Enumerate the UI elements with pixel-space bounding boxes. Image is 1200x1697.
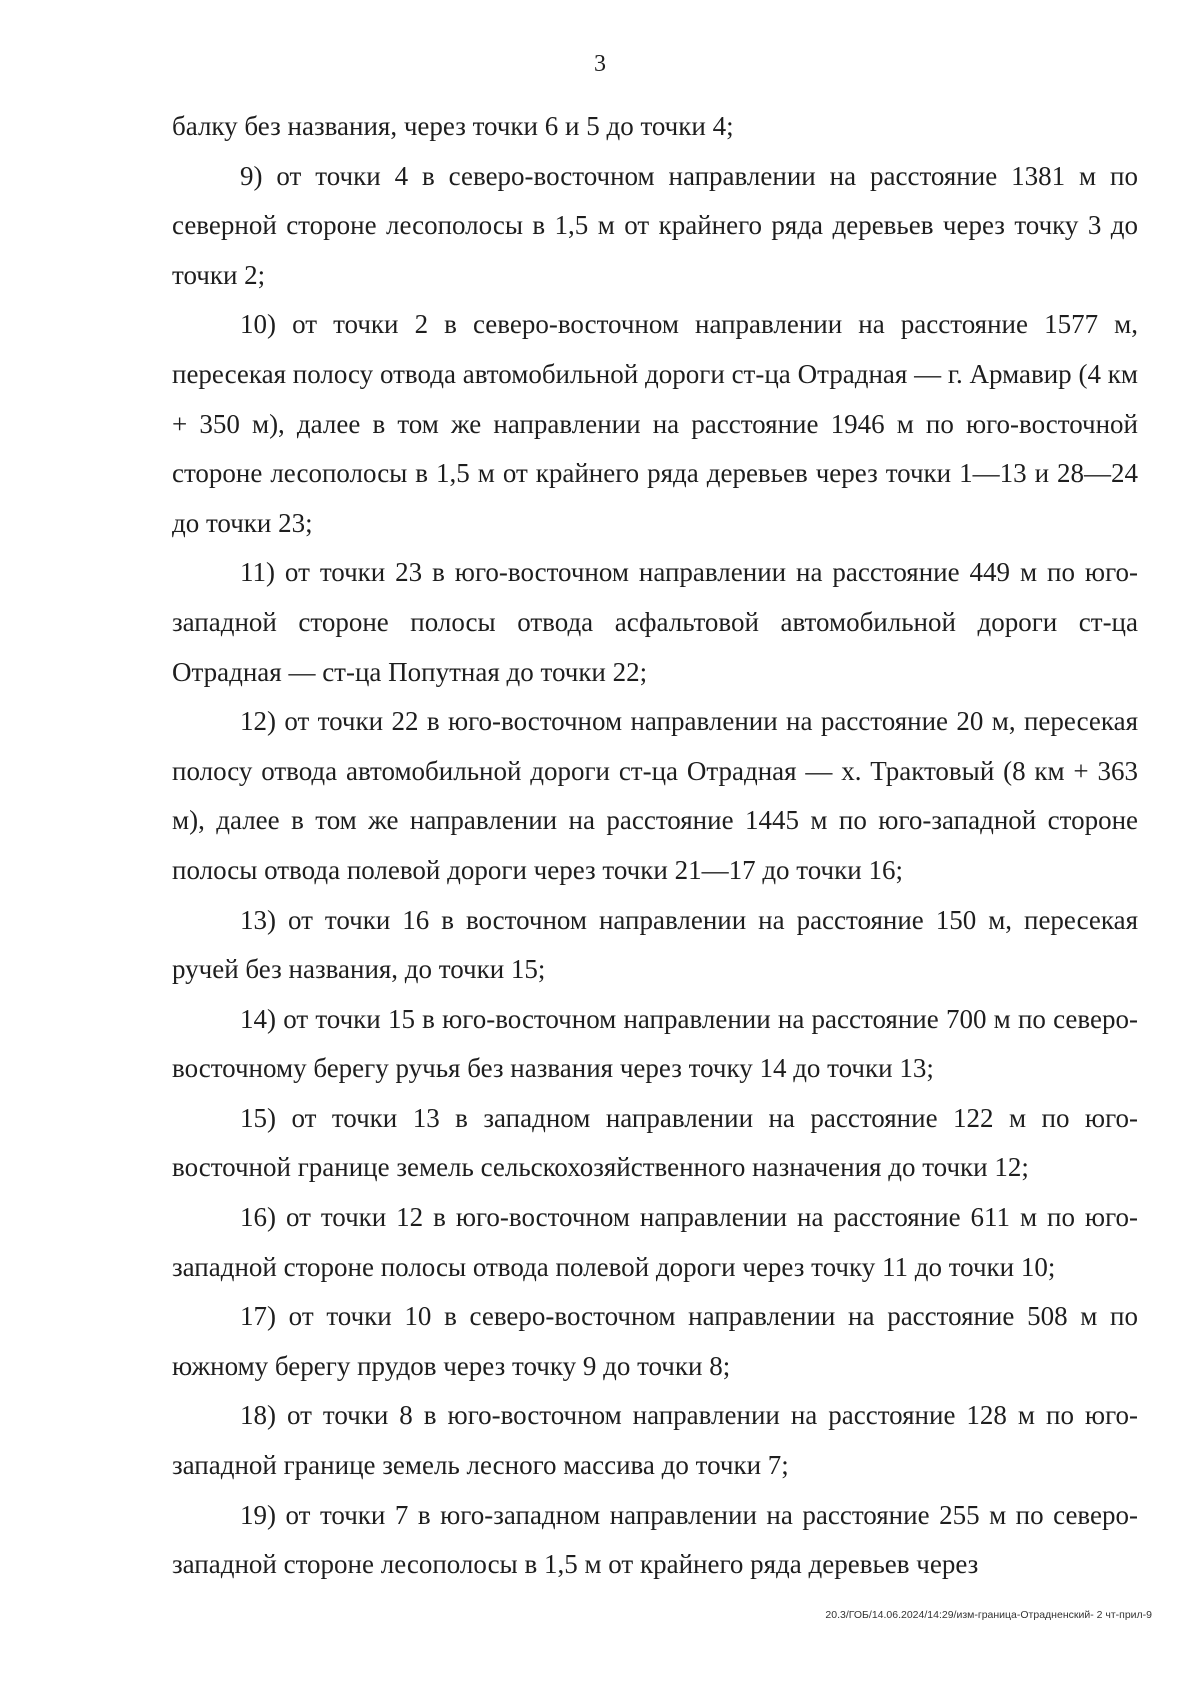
paragraph-item-13: 13) от точки 16 в восточном направлении на расстояние 150 м, пересекая ручей без названия, до точки 15; <box>172 904 1138 985</box>
paragraph-item-10: 10) от точки 2 в северо-восточном направлении на расстояние 1577 м, пересекая полосу отвода автомобильной дороги ст-ца Отрадная — г. Армавир (4 км + 350 м), далее в том же направлении на расстояние 1946 м по юго-восточной стороне лесополосы в 1,5 м от крайнего ряда деревьев через точки 1—13 и 28—24 до точки 23; <box>172 309 1138 538</box>
paragraph-item-12: 12) от точки 22 в юго-восточном направлении на расстояние 20 м, пересекая полосу отвода автомобильной дороги ст-ца Отрадная — х. Трактовый (8 км + 363 м), далее в том же направлении на расстояние 1445 м по юго-западной стороне полосы отвода полевой дороги через точки 21—17 до точки 16; <box>172 706 1138 885</box>
paragraph-continuation: балку без названия, через точки 6 и 5 до точки 4; <box>172 111 734 141</box>
paragraph-item-16: 16) от точки 12 в юго-восточном направлении на расстояние 611 м по юго-западной стороне полосы отвода полевой дороги через точку 11 до точки 10; <box>172 1202 1138 1282</box>
document-body <box>172 102 1138 1590</box>
paragraph-item-17: 17) от точки 10 в северо-восточном направлении на расстояние 508 м по южному берегу прудов через точку 9 до точки 8; <box>172 1301 1138 1381</box>
paragraph-item-15: 15) от точки 13 в западном направлении на расстояние 122 м по юго-восточной границе земель сельскохозяйственного назначения до точки 12; <box>172 1102 1138 1183</box>
paragraph-item-14: 14) от точки 15 в юго-восточном направлении на расстояние 700 м по северо-восточному берегу ручья без названия через точку 14 до точки 13; <box>172 1003 1138 1084</box>
paragraph-item-11: 11) от точки 23 в юго-восточном направлении на расстояние 449 м по юго-западной стороне полосы отвода асфальтовой автомобильной дороги ст-ца Отрадная — ст-ца Попутная до точки 22; <box>172 557 1138 687</box>
paragraph-item-9: 9) от точки 4 в северо-восточном направлении на расстояние 1381 м по северной стороне лесополосы в 1,5 м от крайнего ряда деревьев через точку 3 до точки 2; <box>172 160 1138 290</box>
document-footer-code: 20.3/ГОБ/14.06.2024/14:29/изм-граница-Отрадненский- 2 чт-прил-9 <box>825 1609 1152 1621</box>
paragraph-item-18: 18) от точки 8 в юго-восточном направлении на расстояние 128 м по юго-западной границе земель лесного массива до точки 7; <box>172 1400 1138 1481</box>
paragraph-item-19: 19) от точки 7 в юго-западном направлении на расстояние 255 м по северо-западной стороне лесополосы в 1,5 м от крайнего ряда деревьев через <box>172 1499 1138 1580</box>
page-number: 3 <box>594 51 606 77</box>
